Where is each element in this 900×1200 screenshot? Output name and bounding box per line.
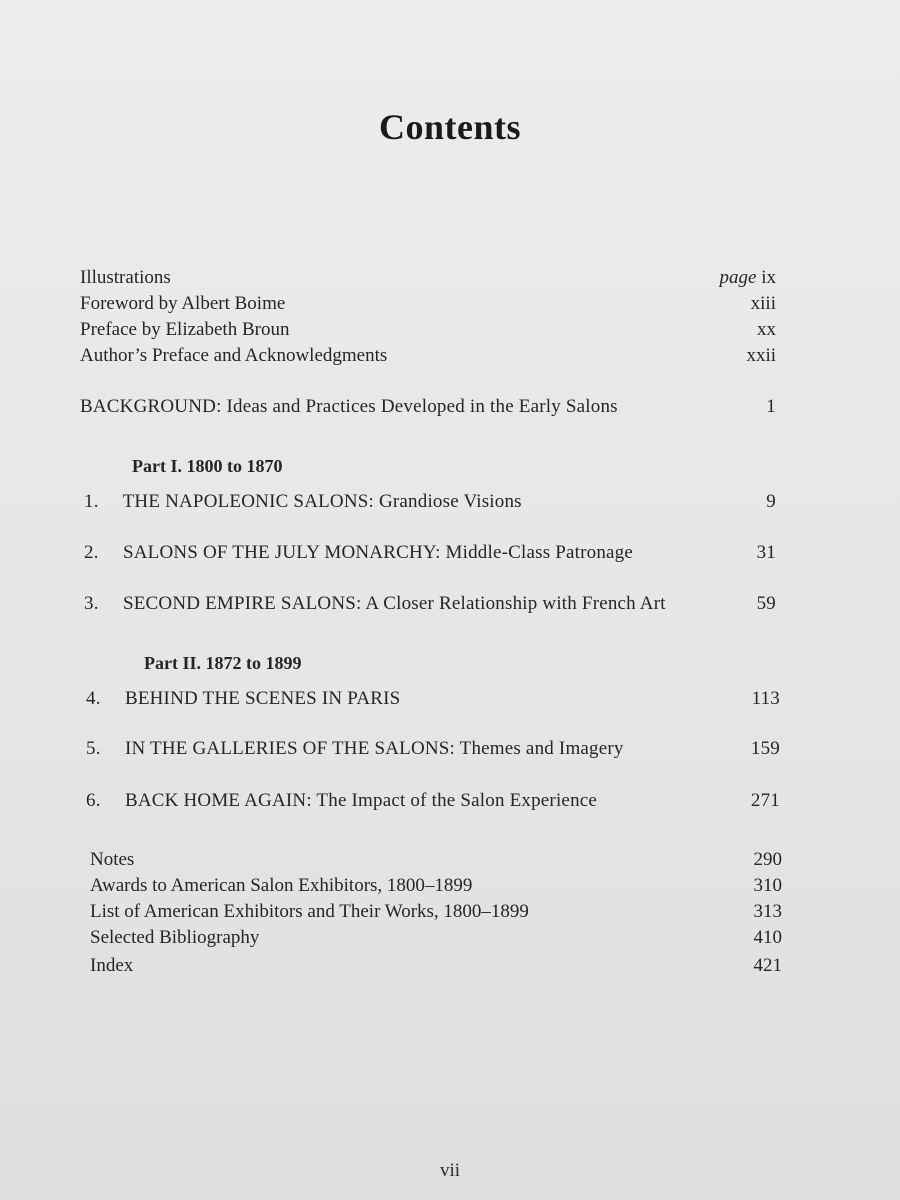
page-folio: vii [439,1160,461,1181]
chapter-number: 4. [86,688,101,709]
page-number: 9 [766,491,776,512]
page-number: 1 [766,396,776,417]
page-number: 159 [750,738,780,759]
page-number: ix [761,267,776,288]
toc-entry-label: Notes [90,849,135,870]
toc-entry-page [720,266,776,290]
page-title: Contents [378,107,521,147]
page-prefix: page [719,267,757,288]
chapter-title: BACK HOME AGAIN: The Impact of the Salon Experience [124,790,598,811]
toc-entry-label: Preface by Elizabeth Broun [80,319,290,340]
part-heading-2: Part II. 1872 to 1899 [144,653,302,673]
page-number: xx [757,319,776,340]
chapter-number: 5. [86,738,101,759]
chapter-title: SECOND EMPIRE SALONS: A Closer Relationship with French Art [122,593,666,614]
page-number: 421 [753,955,782,976]
page-number: 310 [753,875,782,896]
page-number: xxii [746,345,776,366]
part-heading-1: Part I. 1800 to 1870 [132,456,283,476]
toc-entry-label: Foreword by Albert Boime [80,293,286,314]
toc-entry-label: Illustrations [80,267,171,288]
chapter-title: BEHIND THE SCENES IN PARIS [124,688,401,709]
chapter-title: SALONS OF THE JULY MONARCHY: Middle-Class Patronage [122,542,634,563]
chapter-number: 3. [84,593,99,614]
page-number: 59 [756,593,776,614]
chapter-title: IN THE GALLERIES OF THE SALONS: Themes and Imagery [124,738,624,759]
toc-entry-label: BACKGROUND: Ideas and Practices Developed in the Early Salons [80,396,618,417]
chapter-number: 1. [84,491,99,512]
toc-entry-label: Author’s Preface and Acknowledgments [80,345,388,366]
chapter-title: THE NAPOLEONIC SALONS: Grandiose Visions [122,491,522,512]
chapter-number: 2. [84,542,99,563]
page-number: xiii [750,293,776,314]
toc-entry-label: Awards to American Salon Exhibitors, 1800–1899 [90,875,473,896]
page-number: 290 [753,849,782,870]
page-number: 271 [750,790,780,811]
chapter-number: 6. [86,790,101,811]
page-number: 113 [751,688,780,709]
toc-entry-label: Selected Bibliography [90,927,260,948]
page-number: 410 [753,927,782,948]
page-number: 31 [756,542,776,563]
toc-entry-label: List of American Exhibitors and Their Works, 1800–1899 [90,901,529,922]
toc-entry-label: Index [90,955,134,976]
page-number: 313 [753,901,782,922]
